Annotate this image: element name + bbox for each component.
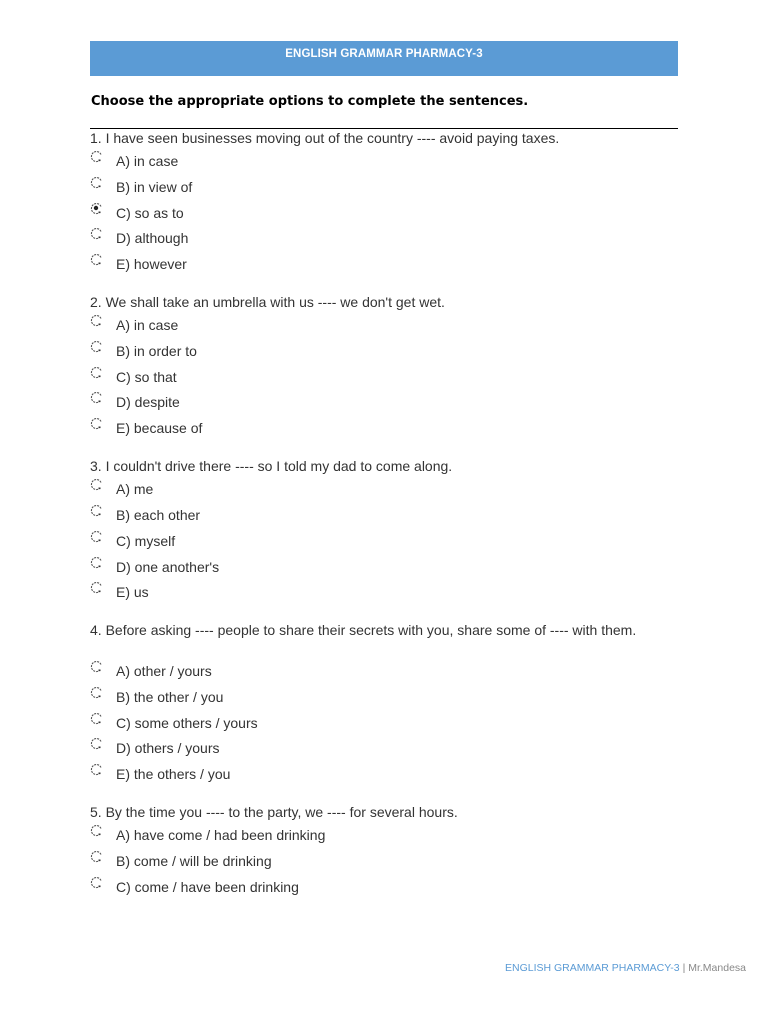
radio-button-icon[interactable] xyxy=(90,763,103,776)
question-5-text: 5. By the time you ---- to the party, we ---- for several hours. xyxy=(90,804,458,820)
option-label: E) the others / you xyxy=(116,766,231,782)
question-5-option-c[interactable] xyxy=(90,876,390,896)
radio-button-icon[interactable] xyxy=(90,850,103,863)
option-label: C) so that xyxy=(116,369,177,385)
option-label: B) the other / you xyxy=(116,689,224,705)
option-label: C) some others / yours xyxy=(116,715,258,731)
option-label: A) me xyxy=(116,481,154,497)
question-1-text: 1. I have seen businesses moving out of the country ---- avoid paying taxes. xyxy=(90,130,560,146)
radio-button-icon[interactable] xyxy=(90,504,103,517)
option-label: C) myself xyxy=(116,533,176,549)
option-label: D) although xyxy=(116,230,189,246)
question-4-option-e[interactable] xyxy=(90,763,390,783)
instruction-text: Choose the appropriate options to complete the sentences. xyxy=(91,94,529,109)
footer-author: Mr.Mandesa xyxy=(688,962,746,974)
question-1-option-b[interactable] xyxy=(90,176,390,196)
question-4-option-a[interactable] xyxy=(90,660,390,680)
radio-button-icon[interactable] xyxy=(90,176,103,189)
footer-separator: | xyxy=(679,962,689,974)
question-2-text: 2. We shall take an umbrella with us ---- we don't get wet. xyxy=(90,294,445,310)
option-label: B) in view of xyxy=(116,179,193,195)
page-footer xyxy=(505,962,746,974)
option-label: D) one another's xyxy=(116,559,220,575)
option-label: E) us xyxy=(116,584,149,600)
radio-button-icon[interactable] xyxy=(90,712,103,725)
option-label: B) come / will be drinking xyxy=(116,853,272,869)
question-3-option-a[interactable] xyxy=(90,478,390,498)
radio-button-icon[interactable] xyxy=(90,391,103,404)
radio-button-icon[interactable] xyxy=(90,366,103,379)
radio-button-icon[interactable] xyxy=(90,417,103,430)
radio-button-icon[interactable] xyxy=(90,340,103,353)
footer-title: ENGLISH GRAMMAR PHARMACY-3 xyxy=(505,962,680,974)
question-3-option-d[interactable] xyxy=(90,556,390,576)
question-3-option-b[interactable] xyxy=(90,504,390,524)
radio-button-icon[interactable] xyxy=(90,581,103,594)
option-label: A) in case xyxy=(116,153,179,169)
radio-button-icon[interactable] xyxy=(90,227,103,240)
question-3-option-e[interactable] xyxy=(90,581,390,601)
radio-button-icon[interactable] xyxy=(90,824,103,837)
option-label: B) each other xyxy=(116,507,201,523)
radio-button-icon[interactable] xyxy=(90,150,103,163)
question-2-option-b[interactable] xyxy=(90,340,390,360)
question-4-option-b[interactable] xyxy=(90,686,390,706)
question-1-option-c[interactable] xyxy=(90,202,390,222)
radio-button-icon[interactable] xyxy=(90,478,103,491)
radio-button-icon[interactable] xyxy=(90,314,103,327)
option-label: A) in case xyxy=(116,317,179,333)
option-label: B) in order to xyxy=(116,343,197,359)
option-label: E) because of xyxy=(116,420,203,436)
question-5-option-b[interactable] xyxy=(90,850,390,870)
radio-button-icon[interactable] xyxy=(90,556,103,569)
question-2-option-d[interactable] xyxy=(90,391,390,411)
question-1-option-a[interactable] xyxy=(90,150,390,170)
question-4-option-c[interactable] xyxy=(90,712,390,732)
option-label: E) however xyxy=(116,256,187,272)
radio-button-icon[interactable] xyxy=(90,876,103,889)
option-label: A) other / yours xyxy=(116,663,212,679)
question-2-option-a[interactable] xyxy=(90,314,390,334)
question-3-option-c[interactable] xyxy=(90,530,390,550)
option-label: C) so as to xyxy=(116,205,184,221)
question-2-option-c[interactable] xyxy=(90,366,390,386)
question-2-option-e[interactable] xyxy=(90,417,390,437)
question-1-option-e[interactable] xyxy=(90,253,390,273)
option-label: A) have come / had been drinking xyxy=(116,827,326,843)
question-4-option-d[interactable] xyxy=(90,737,390,757)
question-1-option-d[interactable] xyxy=(90,227,390,247)
header-banner: ENGLISH GRAMMAR PHARMACY-3 xyxy=(90,41,678,76)
radio-button-icon[interactable] xyxy=(90,253,103,266)
question-4-text: 4. Before asking ---- people to share their secrets with you, share some of ---- with them. xyxy=(90,622,637,638)
radio-selected-dot xyxy=(94,206,98,210)
divider xyxy=(90,128,678,129)
question-5-option-a[interactable] xyxy=(90,824,390,844)
question-3-text: 3. I couldn't drive there ---- so I told my dad to come along. xyxy=(90,458,453,474)
radio-button-icon[interactable] xyxy=(90,530,103,543)
radio-button-icon[interactable] xyxy=(90,202,103,215)
radio-button-icon[interactable] xyxy=(90,686,103,699)
radio-button-icon[interactable] xyxy=(90,660,103,673)
option-label: D) despite xyxy=(116,394,180,410)
option-label: D) others / yours xyxy=(116,740,220,756)
option-label: C) come / have been drinking xyxy=(116,879,299,895)
radio-button-icon[interactable] xyxy=(90,737,103,750)
